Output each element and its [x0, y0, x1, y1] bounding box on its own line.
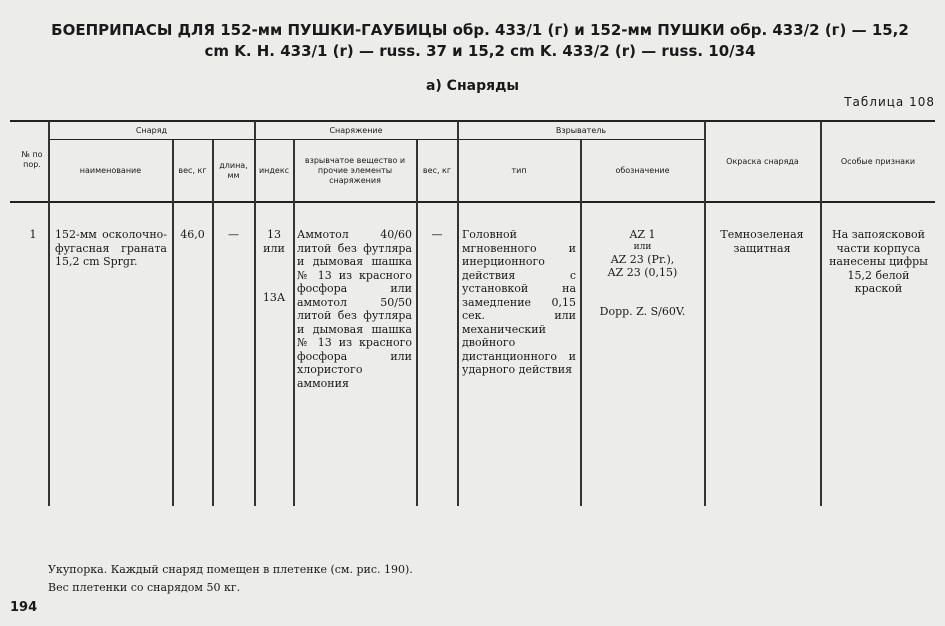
- header-bottom-rule: [10, 201, 935, 203]
- column-header-fuze-designation: обозначение: [615, 166, 670, 175]
- fuze-type: Головной мгновенного и инерционного действия с установкой на замедление 0,15 сек. или механический двойного дистанционного и ударного действия: [462, 228, 576, 376]
- group-header-shell: Снаряд: [135, 125, 168, 135]
- shell-weight: 46,0: [180, 228, 205, 241]
- page-title: БОЕПРИПАСЫ ДЛЯ 152-мм ПУШКИ-ГАУБИЦЫ обр. 433/1 (г) и 152-мм ПУШКИ обр. 433/2 (г) — 15,2 cm K. H. 433/1 (r) — russ. 37 и 15,2 cm K. 433/2 (r) — russ. 10/34: [51, 21, 909, 60]
- column-header-explosive: взрывчатое вещество и прочие элементы снаряжения: [304, 156, 406, 185]
- group-header-charge: Снаряжение: [329, 125, 383, 135]
- fuze-designation-5: Dopp. Z. S/60V.: [599, 305, 686, 318]
- column-divider: [293, 140, 295, 506]
- charge-index-1: 13 или: [263, 228, 285, 255]
- fuze-designation-2: или: [633, 242, 652, 252]
- shell-name: 152-мм осколочно-фугасная граната 15,2 cm Sprgr.: [55, 228, 167, 268]
- packing-note: Укупорка. Каждый снаряд помещен в плетенке (см. рис. 190).: [48, 563, 413, 576]
- column-header-length: длина, мм: [219, 161, 248, 180]
- table-number: Таблица 108: [844, 95, 935, 109]
- group-header-rule: [48, 139, 704, 140]
- column-header-fuze-type: тип: [511, 166, 527, 175]
- column-header-charge-weight: вес, кг: [422, 166, 452, 175]
- row-number: 1: [29, 228, 37, 241]
- special-features: На запоясковой части корпуса нанесены цифры 15,2 белой краской: [829, 228, 928, 295]
- column-header-paint: Окраска снаряда: [726, 156, 799, 166]
- section-title: а) Снаряды: [425, 78, 520, 94]
- column-header-features: Особые признаки: [840, 156, 916, 166]
- group-header-fuze: Взрыватель: [555, 125, 607, 135]
- charge-weight: —: [431, 228, 443, 241]
- page-number: 194: [10, 600, 38, 615]
- column-header-name: наименование: [79, 166, 142, 175]
- explosive-description: Аммотол 40/60 литой без футляра и дымовая шашка № 13 из красного фосфора или аммотол 50/50 литой без футляра и дымовая шашка № 13 из красного фосфора или хлористого аммония: [297, 228, 412, 390]
- fuze-designation-1: AZ 1: [629, 228, 656, 241]
- shell-paint: Темнозеленая защитная: [720, 228, 804, 255]
- fuze-designation-3: AZ 23 (Pr.),: [610, 253, 675, 266]
- fuze-designation-4: AZ 23 (0,15): [607, 266, 678, 279]
- column-header-index: индекс: [258, 166, 290, 175]
- column-header-weight: вес, кг: [178, 166, 207, 175]
- charge-index-2: 13А: [262, 291, 286, 304]
- shell-length: —: [228, 228, 239, 241]
- column-header-number: № по пор.: [21, 150, 43, 169]
- packing-weight-note: Вес плетенки со снарядом 50 кг.: [48, 581, 241, 594]
